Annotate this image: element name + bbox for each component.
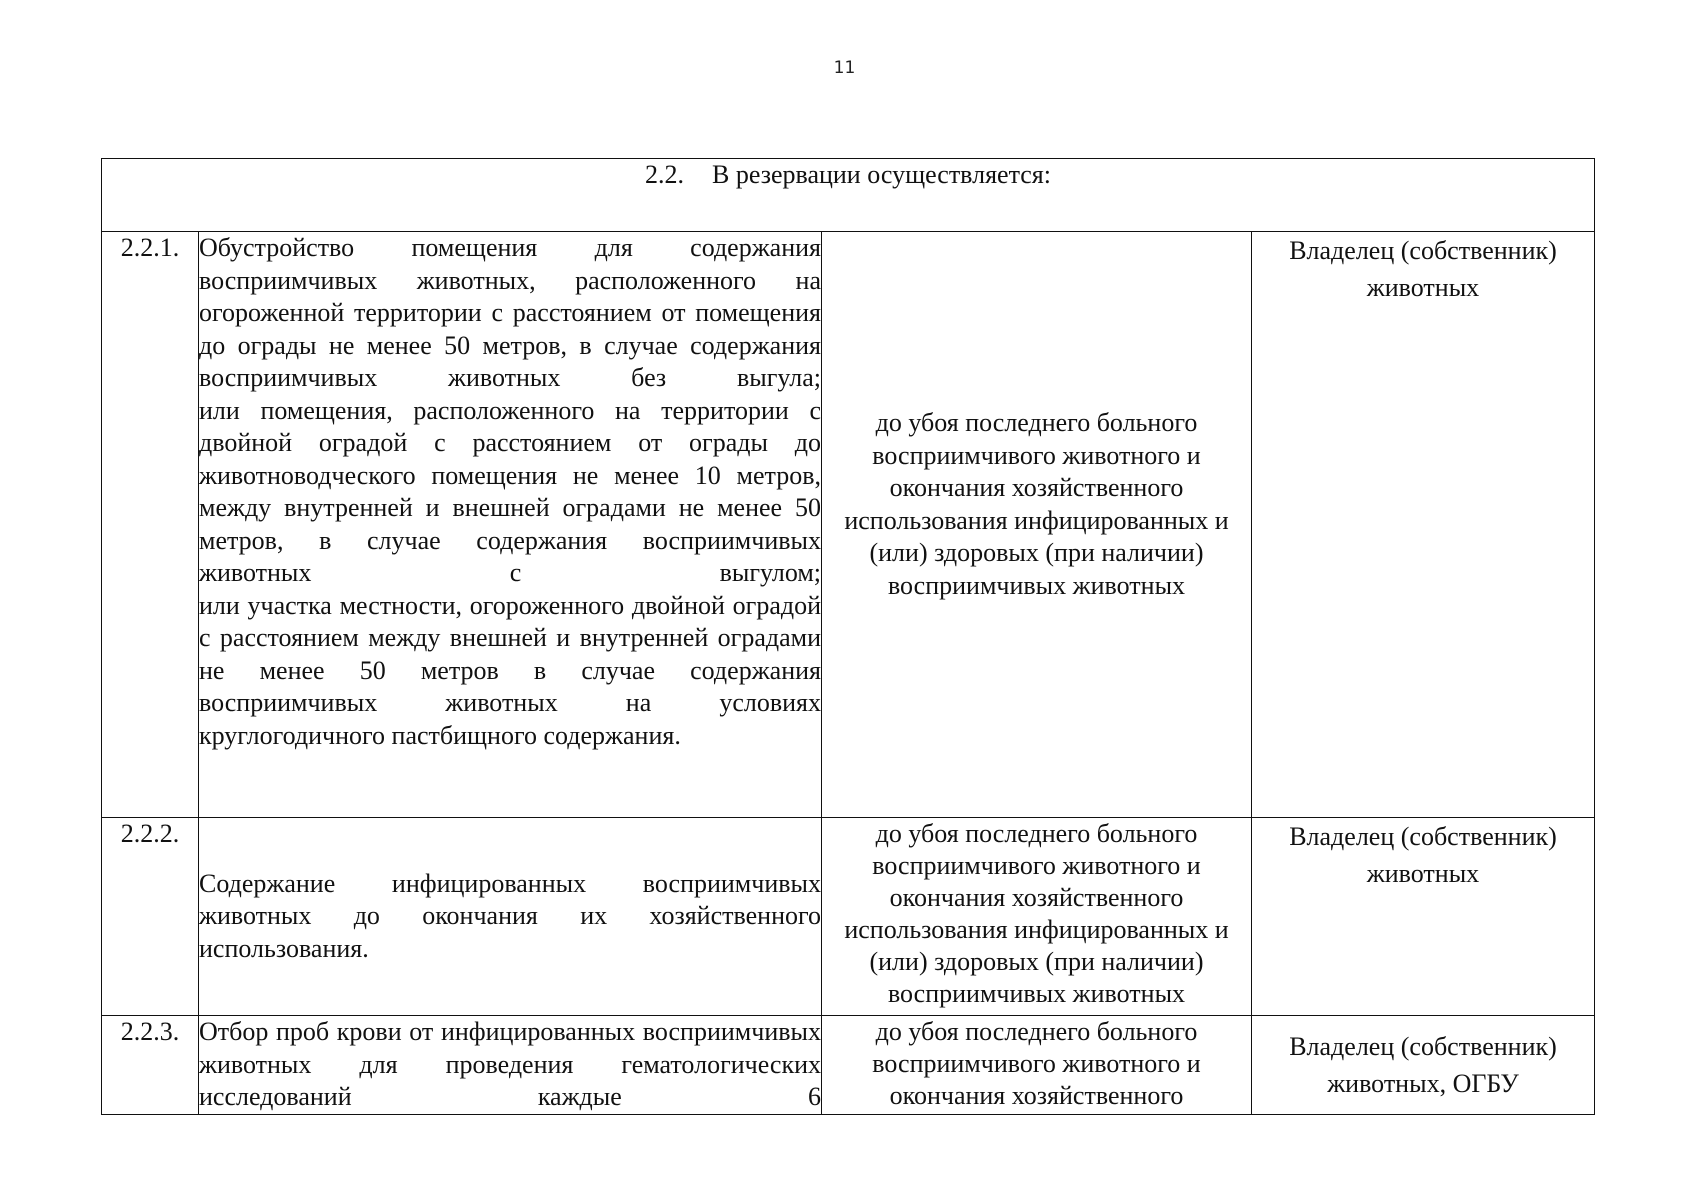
measure-paragraph: Обустройство помещения для содержания восприимчивых животных, расположенного на огороженной территории с расстоянием от помещения до ограды не менее 50 метров, в случае содержания восприимчивых животных без выгула; <box>199 233 821 392</box>
measure-paragraph: или участка местности, огороженного двойной оградой с расстоянием между внешней и внутренней оградами не менее 50 метров в случае содержания восприимчивых животных на условиях круглогодичного пастбищного содержания. <box>199 590 821 750</box>
row-number: 2.2.1. <box>102 232 199 818</box>
row-number: 2.2.3. <box>102 1016 199 1115</box>
term-text: до убоя последнего больного восприимчивого животного и окончания хозяйственного <box>872 1017 1201 1110</box>
responsible-cell <box>1252 1016 1595 1115</box>
table-row <box>102 1016 1595 1115</box>
table-row <box>102 818 1595 1016</box>
measure-paragraph: или помещения, расположенного на территории с двойной оградой с расстоянием от ограды до животноводческого помещения не менее 10 метров, между внутренней и внешней оградами не менее 50 метров, в случае содержания восприимчивых животных с выгулом; <box>199 395 821 587</box>
measure-description <box>199 818 822 1016</box>
responsible-cell <box>1252 232 1595 818</box>
measure-paragraph: Содержание инфицированных восприимчивых животных до окончания их хозяйственного использования. <box>199 868 821 963</box>
section-title: В резервации осуществляется: <box>712 160 1051 189</box>
responsible-cell <box>1252 818 1595 1016</box>
responsible-text: Владелец (собственник) животных, ОГБУ <box>1289 1032 1557 1098</box>
term-cell <box>822 1016 1252 1115</box>
section-number: 2.2. <box>645 160 684 189</box>
measure-paragraph: Отбор проб крови от инфицированных восприимчивых животных для проведения гематологических исследований каждые 6 <box>199 1017 821 1111</box>
responsible-text: Владелец (собственник) животных <box>1289 822 1557 888</box>
term-text: до убоя последнего больного восприимчивого животного и окончания хозяйственного использования инфицированных и (или) здоровых (при наличии) восприимчивых животных <box>844 408 1229 600</box>
page-number: 11 <box>833 58 856 78</box>
term-cell <box>822 818 1252 1016</box>
responsible-text: Владелец (собственник) животных <box>1289 236 1557 302</box>
table-row <box>102 232 1595 818</box>
measure-description <box>199 232 822 818</box>
measure-description <box>199 1016 822 1115</box>
row-number: 2.2.2. <box>102 818 199 1016</box>
term-text: до убоя последнего больного восприимчивого животного и окончания хозяйственного использования инфицированных и (или) здоровых (при наличии) восприимчивых животных <box>844 819 1229 1008</box>
section-header <box>102 159 1595 232</box>
term-cell <box>822 232 1252 818</box>
section-header-row <box>102 159 1595 232</box>
measures-table <box>101 158 1595 1115</box>
